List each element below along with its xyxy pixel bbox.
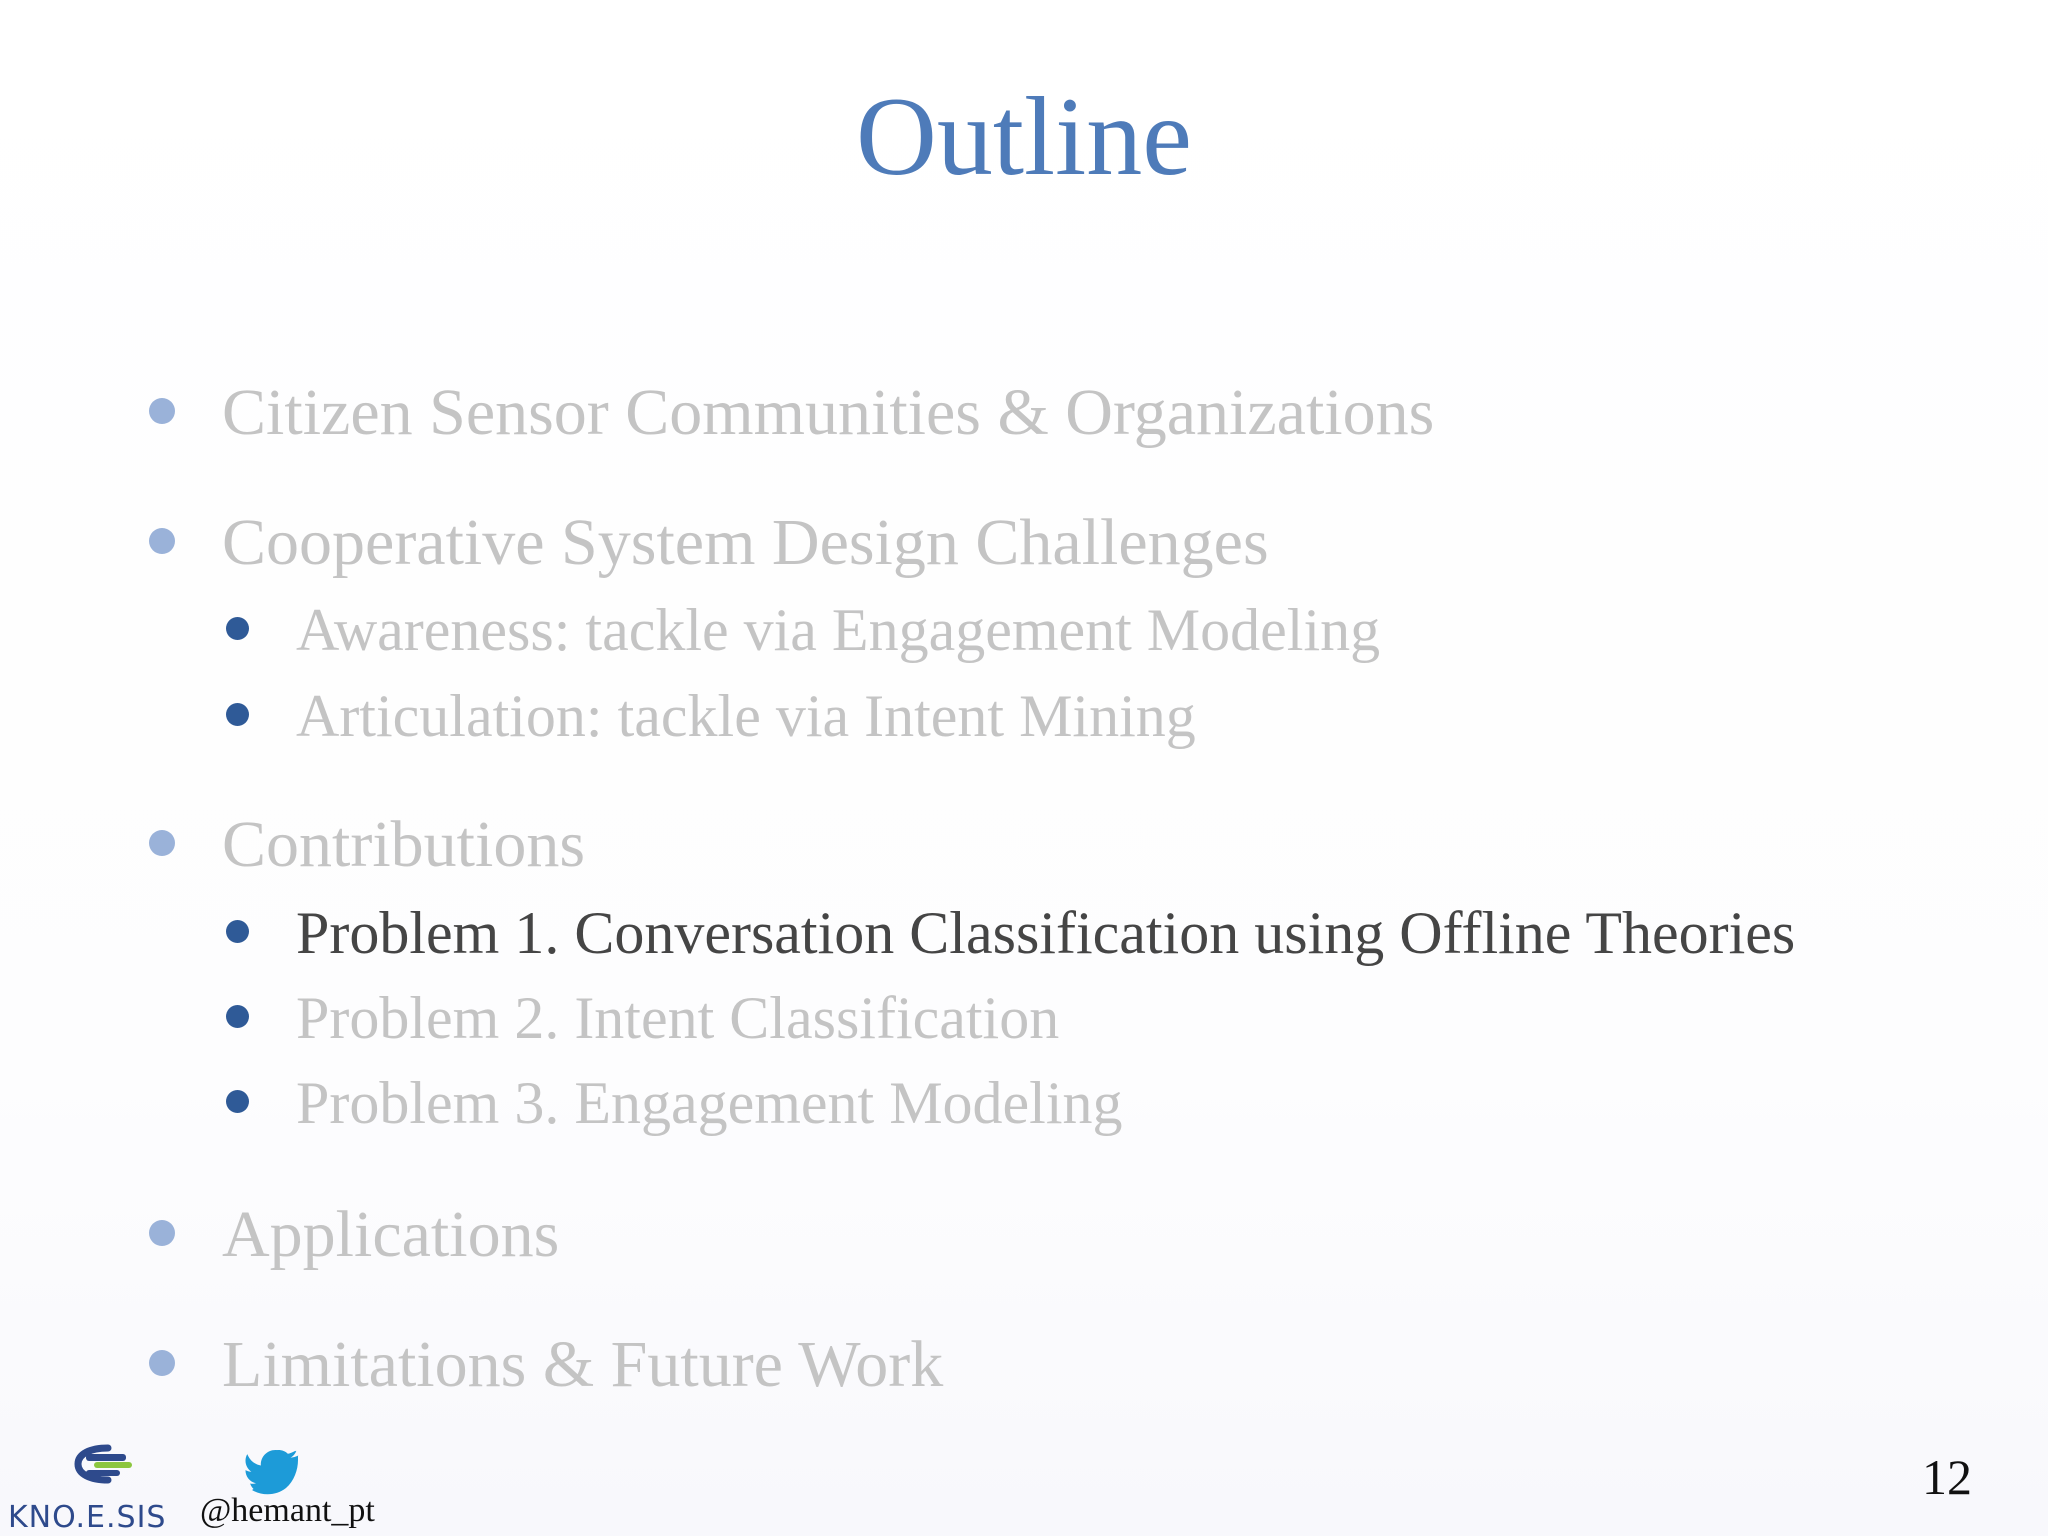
bullet-level1-icon <box>149 830 175 856</box>
outline-item-label: Citizen Sensor Communities & Organizations <box>222 376 1435 449</box>
twitter-bird-icon <box>244 1450 300 1498</box>
outline-subitem-label: Problem 1. Conversation Classification using Offline Theories <box>296 900 1796 966</box>
outline-item-contributions <box>0 808 2048 892</box>
outline-item-label: Applications <box>222 1198 560 1271</box>
bullet-level1-icon <box>149 528 175 554</box>
outline-subitem-problem-2 <box>0 985 2048 1058</box>
outline-item-citizen-sensor <box>0 376 2048 460</box>
knoesis-logo-text: KNO.E.SIS <box>8 1500 167 1535</box>
outline-subitem-problem-1 <box>0 900 2048 973</box>
outline-item-label: Contributions <box>222 808 586 881</box>
outline-item-label: Cooperative System Design Challenges <box>222 506 1269 579</box>
outline-subitem-label: Articulation: tackle via Intent Mining <box>296 683 1196 749</box>
outline-subitem-articulation <box>0 683 2048 756</box>
bullet-level1-icon <box>149 398 175 424</box>
bullet-level2-icon <box>226 617 249 640</box>
bullet-level2-icon <box>226 1005 249 1028</box>
bullet-level2-icon <box>226 1090 249 1113</box>
knoesis-logo <box>8 1440 198 1536</box>
bullet-level2-icon <box>226 920 249 943</box>
page-number: 12 <box>1922 1449 1972 1505</box>
bullet-level2-icon <box>226 703 249 726</box>
bullet-level1-icon <box>149 1350 175 1376</box>
outline-item-applications <box>0 1198 2048 1282</box>
outline-subitem-problem-3 <box>0 1070 2048 1143</box>
outline-item-label: Limitations & Future Work <box>222 1328 944 1401</box>
outline-subitem-label: Problem 3. Engagement Modeling <box>296 1070 1123 1136</box>
outline-item-cooperative-design <box>0 506 2048 590</box>
slide-title: Outline <box>856 75 1192 199</box>
outline-item-limitations <box>0 1328 2048 1412</box>
outline-subitem-label: Awareness: tackle via Engagement Modeling <box>296 597 1381 663</box>
outline-subitem-awareness <box>0 597 2048 670</box>
knoesis-logo-icon <box>68 1444 148 1484</box>
bullet-level1-icon <box>149 1220 175 1246</box>
twitter-handle: @hemant_pt <box>200 1492 375 1529</box>
outline-subitem-label: Problem 2. Intent Classification <box>296 985 1060 1051</box>
